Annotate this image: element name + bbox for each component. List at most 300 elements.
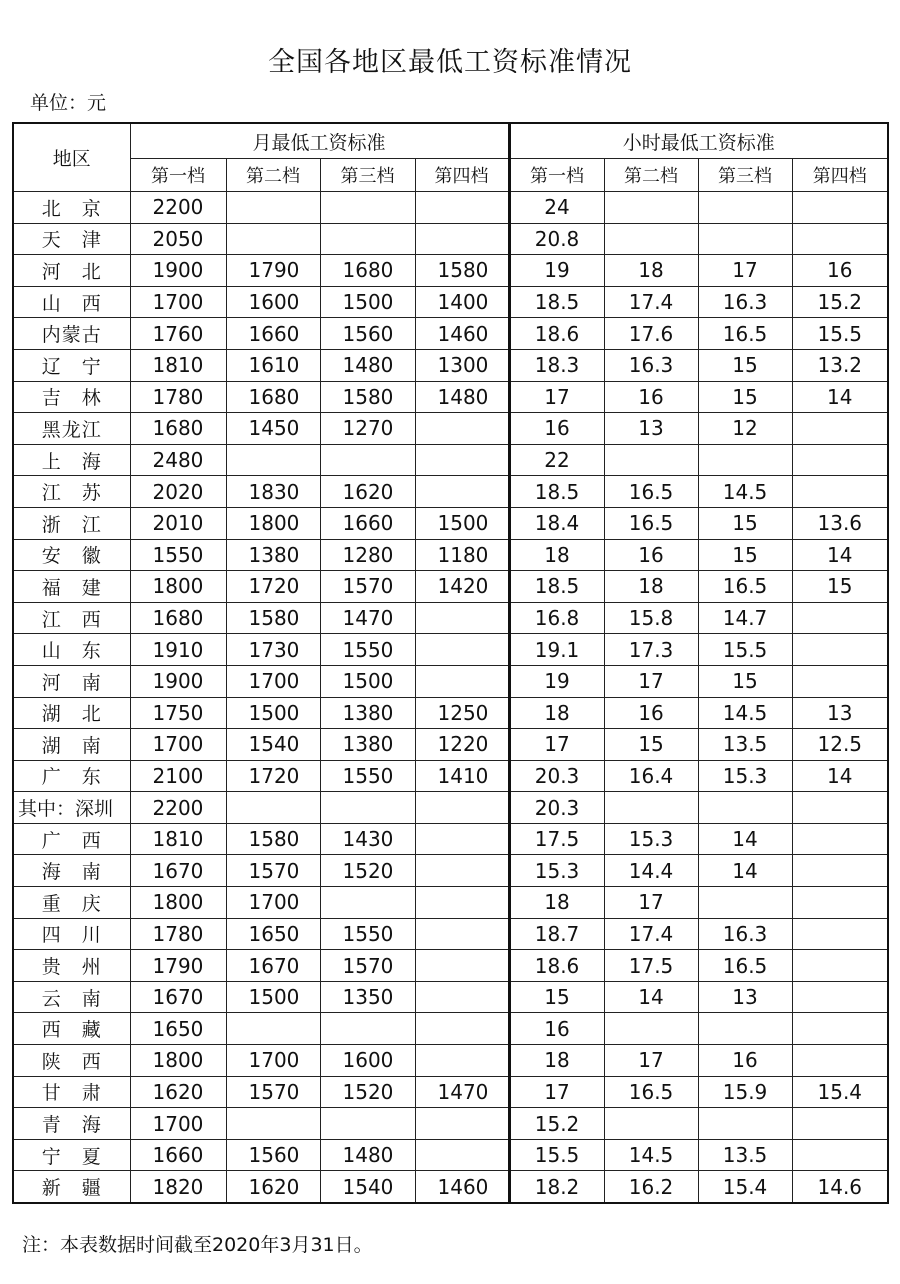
hourly-tier-2-cell: 17 — [604, 1045, 698, 1077]
monthly-tier-4-cell — [415, 223, 509, 255]
monthly-tier-2-cell: 1790 — [226, 255, 320, 287]
hourly-tier-3-cell — [698, 192, 792, 224]
monthly-tier-3-cell: 1380 — [320, 697, 415, 729]
hourly-tier-2-cell: 17 — [604, 887, 698, 919]
monthly-tier-4-cell — [415, 792, 509, 824]
hourly-tier-2-cell: 16 — [604, 697, 698, 729]
hourly-tier-2-cell: 15 — [604, 729, 698, 761]
hourly-tier-4-cell: 13.2 — [792, 349, 888, 381]
hourly-tier-4-cell: 14.6 — [792, 1171, 888, 1203]
hourly-tier-4-cell — [792, 887, 888, 919]
hourly-tier-2-cell: 17.3 — [604, 634, 698, 666]
hourly-tier-1-cell: 18 — [509, 539, 604, 571]
hourly-tier-1-cell: 15.3 — [509, 855, 604, 887]
table-row — [13, 349, 888, 381]
monthly-tier-4-cell: 1180 — [415, 539, 509, 571]
table-row — [13, 760, 888, 792]
hourly-tier-1-cell: 18.6 — [509, 950, 604, 982]
monthly-tier-3-cell: 1480 — [320, 1139, 415, 1171]
monthly-tier-4-cell: 1220 — [415, 729, 509, 761]
hourly-tier-1-cell: 19.1 — [509, 634, 604, 666]
hourly-tier-3-cell: 13 — [698, 981, 792, 1013]
monthly-tier-1-cell: 1660 — [130, 1139, 226, 1171]
monthly-tier-3-cell: 1550 — [320, 760, 415, 792]
table-row — [13, 539, 888, 571]
hourly-tier-4-cell — [792, 413, 888, 445]
hourly-tier-4-cell: 12.5 — [792, 729, 888, 761]
monthly-tier-2-header: 第二档 — [226, 159, 320, 192]
region-cell: 西 藏 — [13, 1013, 130, 1045]
minimum-wage-table — [12, 122, 889, 1204]
monthly-tier-1-cell: 2100 — [130, 760, 226, 792]
hourly-tier-1-cell: 17 — [509, 1076, 604, 1108]
hourly-tier-1-cell: 18 — [509, 697, 604, 729]
table-row — [13, 950, 888, 982]
hourly-tier-2-cell: 17.5 — [604, 950, 698, 982]
hourly-tier-4-cell: 14 — [792, 381, 888, 413]
monthly-tier-2-cell: 1540 — [226, 729, 320, 761]
hourly-tier-3-cell: 16.5 — [698, 950, 792, 982]
hourly-tier-4-cell — [792, 918, 888, 950]
table-row — [13, 1139, 888, 1171]
region-cell: 福 建 — [13, 571, 130, 603]
monthly-tier-1-cell: 1670 — [130, 981, 226, 1013]
monthly-tier-3-cell — [320, 192, 415, 224]
monthly-tier-2-cell: 1600 — [226, 286, 320, 318]
table-row — [13, 476, 888, 508]
monthly-tier-1-cell: 1620 — [130, 1076, 226, 1108]
region-cell: 辽 宁 — [13, 349, 130, 381]
hourly-tier-1-cell: 18.3 — [509, 349, 604, 381]
hourly-tier-4-cell — [792, 1013, 888, 1045]
monthly-tier-3-cell: 1380 — [320, 729, 415, 761]
hourly-tier-2-cell: 15.3 — [604, 823, 698, 855]
monthly-tier-1-cell: 1780 — [130, 381, 226, 413]
monthly-tier-1-cell: 1760 — [130, 318, 226, 350]
region-cell: 新 疆 — [13, 1171, 130, 1203]
table-row — [13, 1108, 888, 1140]
hourly-tier-3-header: 第三档 — [698, 159, 792, 192]
table-row — [13, 413, 888, 445]
hourly-tier-3-cell: 16.3 — [698, 286, 792, 318]
hourly-tier-1-cell: 18.7 — [509, 918, 604, 950]
monthly-tier-3-cell: 1660 — [320, 507, 415, 539]
hourly-tier-4-cell — [792, 855, 888, 887]
hourly-tier-2-cell — [604, 223, 698, 255]
hourly-header: 小时最低工资标准 — [509, 123, 888, 159]
monthly-tier-1-cell: 1800 — [130, 887, 226, 919]
monthly-tier-1-cell: 1810 — [130, 823, 226, 855]
hourly-tier-1-cell: 16 — [509, 1013, 604, 1045]
hourly-tier-4-cell: 14 — [792, 760, 888, 792]
table-row — [13, 571, 888, 603]
monthly-tier-1-cell: 2010 — [130, 507, 226, 539]
monthly-tier-3-cell: 1280 — [320, 539, 415, 571]
monthly-tier-1-cell: 1900 — [130, 665, 226, 697]
region-cell: 江 西 — [13, 602, 130, 634]
hourly-tier-2-cell: 16.5 — [604, 476, 698, 508]
monthly-tier-2-cell: 1660 — [226, 318, 320, 350]
hourly-tier-2-cell: 14.5 — [604, 1139, 698, 1171]
region-cell: 安 徽 — [13, 539, 130, 571]
region-cell: 山 东 — [13, 634, 130, 666]
region-cell: 内蒙古 — [13, 318, 130, 350]
monthly-tier-1-cell: 1790 — [130, 950, 226, 982]
monthly-tier-4-cell — [415, 855, 509, 887]
hourly-tier-3-cell: 13.5 — [698, 1139, 792, 1171]
monthly-tier-4-cell — [415, 665, 509, 697]
monthly-tier-4-cell: 1420 — [415, 571, 509, 603]
hourly-tier-1-cell: 18.6 — [509, 318, 604, 350]
monthly-tier-3-cell — [320, 887, 415, 919]
monthly-tier-4-cell: 1250 — [415, 697, 509, 729]
table-row — [13, 823, 888, 855]
monthly-tier-4-cell — [415, 1139, 509, 1171]
table-row — [13, 729, 888, 761]
monthly-tier-1-cell: 2480 — [130, 444, 226, 476]
hourly-tier-3-cell: 15.5 — [698, 634, 792, 666]
hourly-tier-2-cell — [604, 792, 698, 824]
table-body — [13, 192, 888, 1204]
hourly-tier-3-cell: 16.5 — [698, 571, 792, 603]
hourly-tier-3-cell: 15.9 — [698, 1076, 792, 1108]
hourly-tier-1-cell: 16.8 — [509, 602, 604, 634]
hourly-tier-2-cell: 17.4 — [604, 918, 698, 950]
unit-label: 单位：元 — [30, 92, 107, 114]
region-cell: 海 南 — [13, 855, 130, 887]
hourly-tier-2-cell — [604, 192, 698, 224]
monthly-tier-1-cell: 1800 — [130, 1045, 226, 1077]
region-cell: 天 津 — [13, 223, 130, 255]
hourly-tier-4-cell: 15.2 — [792, 286, 888, 318]
monthly-tier-3-header: 第三档 — [320, 159, 415, 192]
region-cell: 北 京 — [13, 192, 130, 224]
hourly-tier-4-cell: 15.5 — [792, 318, 888, 350]
hourly-tier-4-cell — [792, 602, 888, 634]
region-cell: 广 西 — [13, 823, 130, 855]
monthly-tier-3-cell — [320, 792, 415, 824]
monthly-tier-2-cell: 1570 — [226, 855, 320, 887]
monthly-tier-2-cell: 1830 — [226, 476, 320, 508]
hourly-tier-4-cell: 14 — [792, 539, 888, 571]
hourly-tier-3-cell: 14 — [698, 823, 792, 855]
table-row — [13, 1013, 888, 1045]
hourly-tier-1-cell: 19 — [509, 665, 604, 697]
monthly-tier-2-cell: 1610 — [226, 349, 320, 381]
monthly-tier-2-cell: 1380 — [226, 539, 320, 571]
region-cell: 黑龙江 — [13, 413, 130, 445]
hourly-tier-1-cell: 18.5 — [509, 571, 604, 603]
table-row — [13, 255, 888, 287]
hourly-tier-3-cell: 12 — [698, 413, 792, 445]
hourly-tier-4-cell — [792, 950, 888, 982]
hourly-tier-1-cell: 18.4 — [509, 507, 604, 539]
monthly-tier-4-cell — [415, 476, 509, 508]
monthly-tier-1-cell: 1800 — [130, 571, 226, 603]
monthly-tier-2-cell: 1700 — [226, 665, 320, 697]
monthly-tier-2-cell: 1570 — [226, 1076, 320, 1108]
table-row — [13, 192, 888, 224]
page-title: 全国各地区最低工资标准情况 — [268, 47, 632, 78]
monthly-tier-2-cell — [226, 444, 320, 476]
region-cell: 浙 江 — [13, 507, 130, 539]
table-row — [13, 918, 888, 950]
table-row — [13, 286, 888, 318]
hourly-tier-2-cell — [604, 444, 698, 476]
monthly-tier-1-cell: 1750 — [130, 697, 226, 729]
monthly-tier-2-cell: 1500 — [226, 981, 320, 1013]
hourly-tier-2-header: 第二档 — [604, 159, 698, 192]
monthly-tier-1-cell: 1820 — [130, 1171, 226, 1203]
monthly-tier-3-cell: 1570 — [320, 950, 415, 982]
monthly-tier-3-cell — [320, 1013, 415, 1045]
monthly-tier-2-cell — [226, 223, 320, 255]
monthly-tier-3-cell: 1600 — [320, 1045, 415, 1077]
hourly-tier-1-cell: 15.2 — [509, 1108, 604, 1140]
table-row — [13, 223, 888, 255]
monthly-tier-2-cell — [226, 1013, 320, 1045]
hourly-tier-3-cell — [698, 887, 792, 919]
region-cell: 河 南 — [13, 665, 130, 697]
hourly-tier-4-cell — [792, 665, 888, 697]
hourly-tier-3-cell: 15 — [698, 507, 792, 539]
hourly-tier-3-cell — [698, 1108, 792, 1140]
hourly-tier-1-cell: 20.3 — [509, 792, 604, 824]
hourly-tier-2-cell: 14.4 — [604, 855, 698, 887]
hourly-tier-4-cell — [792, 792, 888, 824]
monthly-tier-3-cell: 1560 — [320, 318, 415, 350]
hourly-tier-2-cell: 16.2 — [604, 1171, 698, 1203]
monthly-tier-4-cell: 1410 — [415, 760, 509, 792]
region-cell: 江 苏 — [13, 476, 130, 508]
table-row — [13, 665, 888, 697]
monthly-tier-1-header: 第一档 — [130, 159, 226, 192]
monthly-tier-4-cell — [415, 413, 509, 445]
monthly-tier-3-cell — [320, 444, 415, 476]
monthly-tier-2-cell — [226, 1108, 320, 1140]
monthly-tier-1-cell: 1550 — [130, 539, 226, 571]
monthly-tier-2-cell: 1680 — [226, 381, 320, 413]
hourly-tier-2-cell: 15.8 — [604, 602, 698, 634]
hourly-tier-1-cell: 19 — [509, 255, 604, 287]
monthly-tier-4-header: 第四档 — [415, 159, 509, 192]
hourly-tier-4-cell — [792, 1045, 888, 1077]
monthly-tier-3-cell: 1580 — [320, 381, 415, 413]
monthly-tier-3-cell: 1540 — [320, 1171, 415, 1203]
monthly-tier-4-cell — [415, 1045, 509, 1077]
hourly-tier-1-cell: 17 — [509, 729, 604, 761]
monthly-tier-4-cell — [415, 1108, 509, 1140]
monthly-tier-4-cell: 1400 — [415, 286, 509, 318]
monthly-tier-4-cell: 1460 — [415, 318, 509, 350]
monthly-tier-2-cell: 1560 — [226, 1139, 320, 1171]
monthly-tier-3-cell: 1550 — [320, 918, 415, 950]
table-row — [13, 1076, 888, 1108]
hourly-tier-2-cell: 16.4 — [604, 760, 698, 792]
monthly-tier-3-cell: 1620 — [320, 476, 415, 508]
monthly-tier-2-cell: 1700 — [226, 887, 320, 919]
monthly-tier-1-cell: 1650 — [130, 1013, 226, 1045]
monthly-tier-1-cell: 1700 — [130, 1108, 226, 1140]
monthly-tier-1-cell: 1900 — [130, 255, 226, 287]
table-row — [13, 1045, 888, 1077]
hourly-tier-3-cell: 17 — [698, 255, 792, 287]
monthly-tier-2-cell: 1720 — [226, 571, 320, 603]
hourly-tier-3-cell: 16 — [698, 1045, 792, 1077]
monthly-tier-3-cell: 1680 — [320, 255, 415, 287]
region-cell: 贵 州 — [13, 950, 130, 982]
hourly-tier-2-cell — [604, 1013, 698, 1045]
hourly-tier-4-cell: 15.4 — [792, 1076, 888, 1108]
table-row — [13, 602, 888, 634]
monthly-tier-4-cell — [415, 887, 509, 919]
monthly-tier-4-cell — [415, 981, 509, 1013]
hourly-tier-1-cell: 22 — [509, 444, 604, 476]
monthly-tier-2-cell: 1700 — [226, 1045, 320, 1077]
hourly-tier-2-cell: 16.5 — [604, 1076, 698, 1108]
hourly-tier-4-cell: 13.6 — [792, 507, 888, 539]
hourly-tier-2-cell: 16.5 — [604, 507, 698, 539]
monthly-tier-2-cell: 1730 — [226, 634, 320, 666]
monthly-tier-4-cell: 1460 — [415, 1171, 509, 1203]
monthly-tier-4-cell: 1480 — [415, 381, 509, 413]
table-row — [13, 507, 888, 539]
hourly-tier-4-cell — [792, 1108, 888, 1140]
region-cell: 河 北 — [13, 255, 130, 287]
hourly-tier-3-cell — [698, 223, 792, 255]
hourly-tier-1-cell: 20.3 — [509, 760, 604, 792]
monthly-tier-4-cell: 1580 — [415, 255, 509, 287]
monthly-tier-1-cell: 2200 — [130, 792, 226, 824]
region-header: 地区 — [13, 123, 130, 192]
monthly-tier-1-cell: 1700 — [130, 286, 226, 318]
hourly-tier-2-cell: 16.3 — [604, 349, 698, 381]
monthly-header: 月最低工资标准 — [130, 123, 509, 159]
hourly-tier-3-cell: 14.5 — [698, 697, 792, 729]
monthly-tier-4-cell — [415, 823, 509, 855]
hourly-tier-3-cell: 14 — [698, 855, 792, 887]
monthly-tier-2-cell: 1580 — [226, 602, 320, 634]
hourly-tier-1-cell: 24 — [509, 192, 604, 224]
region-cell: 重 庆 — [13, 887, 130, 919]
monthly-tier-3-cell: 1270 — [320, 413, 415, 445]
hourly-tier-2-cell: 17.4 — [604, 286, 698, 318]
monthly-tier-4-cell — [415, 950, 509, 982]
hourly-tier-1-cell: 18 — [509, 887, 604, 919]
hourly-tier-3-cell: 13.5 — [698, 729, 792, 761]
hourly-tier-2-cell: 13 — [604, 413, 698, 445]
monthly-tier-1-cell: 1910 — [130, 634, 226, 666]
monthly-tier-3-cell: 1480 — [320, 349, 415, 381]
region-cell: 湖 北 — [13, 697, 130, 729]
monthly-tier-4-cell — [415, 918, 509, 950]
hourly-tier-4-cell — [792, 192, 888, 224]
monthly-tier-2-cell: 1670 — [226, 950, 320, 982]
monthly-tier-1-cell: 1680 — [130, 413, 226, 445]
hourly-tier-4-cell — [792, 223, 888, 255]
monthly-tier-1-cell: 1670 — [130, 855, 226, 887]
monthly-tier-2-cell: 1620 — [226, 1171, 320, 1203]
region-cell: 青 海 — [13, 1108, 130, 1140]
monthly-tier-4-cell: 1500 — [415, 507, 509, 539]
monthly-tier-4-cell — [415, 192, 509, 224]
hourly-tier-2-cell: 16 — [604, 539, 698, 571]
monthly-tier-2-cell: 1800 — [226, 507, 320, 539]
hourly-tier-3-cell — [698, 444, 792, 476]
table-row — [13, 318, 888, 350]
table-row — [13, 887, 888, 919]
hourly-tier-2-cell: 16 — [604, 381, 698, 413]
monthly-tier-4-cell — [415, 634, 509, 666]
hourly-tier-1-cell: 17 — [509, 381, 604, 413]
hourly-tier-3-cell — [698, 792, 792, 824]
hourly-tier-2-cell: 14 — [604, 981, 698, 1013]
hourly-tier-3-cell: 15 — [698, 349, 792, 381]
monthly-tier-3-cell: 1570 — [320, 571, 415, 603]
monthly-tier-3-cell: 1500 — [320, 665, 415, 697]
monthly-tier-4-cell — [415, 444, 509, 476]
monthly-tier-1-cell: 2020 — [130, 476, 226, 508]
hourly-tier-3-cell: 15 — [698, 665, 792, 697]
monthly-tier-3-cell: 1470 — [320, 602, 415, 634]
hourly-tier-3-cell: 15 — [698, 539, 792, 571]
region-cell: 其中：深圳 — [13, 792, 130, 824]
hourly-tier-2-cell: 18 — [604, 571, 698, 603]
table-row — [13, 381, 888, 413]
hourly-tier-1-cell: 17.5 — [509, 823, 604, 855]
monthly-tier-3-cell: 1520 — [320, 855, 415, 887]
hourly-tier-1-cell: 18 — [509, 1045, 604, 1077]
hourly-tier-4-cell — [792, 1139, 888, 1171]
monthly-tier-2-cell: 1450 — [226, 413, 320, 445]
monthly-tier-2-cell — [226, 792, 320, 824]
hourly-tier-2-cell: 18 — [604, 255, 698, 287]
hourly-tier-4-cell: 13 — [792, 697, 888, 729]
table-row — [13, 444, 888, 476]
hourly-tier-4-cell — [792, 444, 888, 476]
monthly-tier-3-cell: 1520 — [320, 1076, 415, 1108]
hourly-tier-1-cell: 20.8 — [509, 223, 604, 255]
table-row — [13, 697, 888, 729]
monthly-tier-4-cell: 1470 — [415, 1076, 509, 1108]
hourly-tier-1-cell: 15 — [509, 981, 604, 1013]
hourly-tier-3-cell: 15 — [698, 381, 792, 413]
region-cell: 吉 林 — [13, 381, 130, 413]
hourly-tier-1-cell: 18.5 — [509, 286, 604, 318]
monthly-tier-2-cell: 1580 — [226, 823, 320, 855]
hourly-tier-2-cell — [604, 1108, 698, 1140]
monthly-tier-2-cell — [226, 192, 320, 224]
hourly-tier-2-cell: 17 — [604, 665, 698, 697]
monthly-tier-1-cell: 2200 — [130, 192, 226, 224]
hourly-tier-4-header: 第四档 — [792, 159, 888, 192]
region-cell: 上 海 — [13, 444, 130, 476]
table-row — [13, 1171, 888, 1203]
table-row — [13, 792, 888, 824]
hourly-tier-4-cell — [792, 634, 888, 666]
monthly-tier-2-cell: 1500 — [226, 697, 320, 729]
hourly-tier-3-cell: 14.7 — [698, 602, 792, 634]
hourly-tier-4-cell — [792, 823, 888, 855]
monthly-tier-3-cell — [320, 223, 415, 255]
monthly-tier-3-cell: 1350 — [320, 981, 415, 1013]
table-row — [13, 855, 888, 887]
hourly-tier-2-cell: 17.6 — [604, 318, 698, 350]
hourly-tier-1-header: 第一档 — [509, 159, 604, 192]
region-cell: 陕 西 — [13, 1045, 130, 1077]
monthly-tier-1-cell: 2050 — [130, 223, 226, 255]
hourly-tier-1-cell: 18.2 — [509, 1171, 604, 1203]
